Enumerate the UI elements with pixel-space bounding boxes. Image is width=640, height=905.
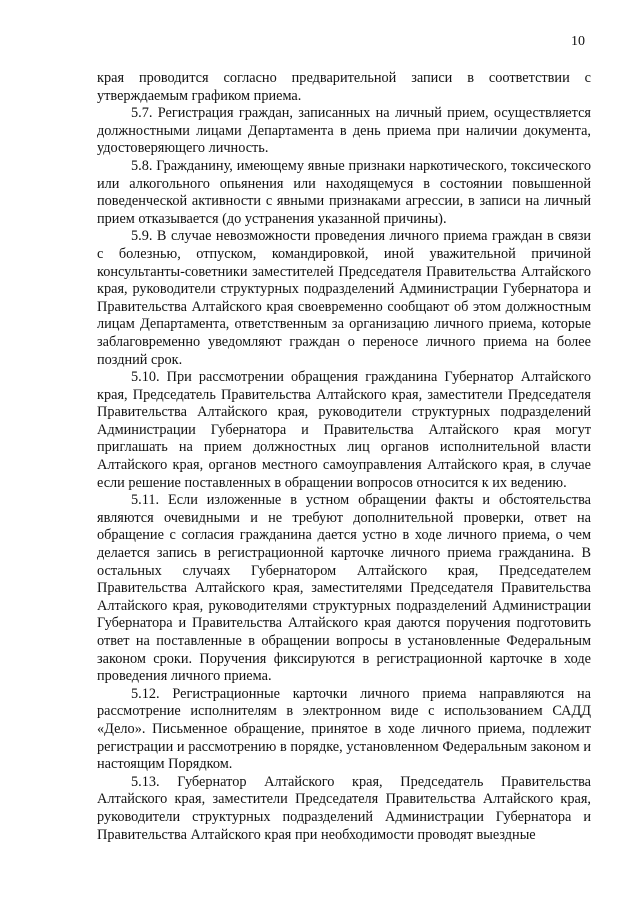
paragraph-5-10: 5.10. При рассмотрении обращения гражданина Губернатор Алтайского края, Председатель Правительства Алтайского края, заместители Председателя Правительства Алтайского края, руководители структурных подразделений Администрации Губернатора и Правительства Алтайского края могут приглашать на прием должностных лиц органов исполнительной власти Алтайского края, органов местного самоуправления Алтайского края, в случае если решение поставленных в обращении вопросов относится к их ведению. — [97, 369, 591, 491]
document-body — [97, 70, 591, 844]
paragraph-5-12: 5.12. Регистрационные карточки личного приема направляются на рассмотрение исполнителям в электронном виде с использованием САДД «Дело». Письменное обращение, принятое в ходе личного приема, подлежит регистрации и рассмотрению в порядке, установленном Федеральным законом и настоящим Порядком. — [97, 685, 591, 773]
paragraph-5-7: 5.7. Регистрация граждан, записанных на личный прием, осуществляется должностными лицами Департамента в день приема при наличии документа, удостоверяющего личность. — [97, 105, 591, 157]
paragraph-5-13: 5.13. Губернатор Алтайского края, Председатель Правительства Алтайского края, заместители Председателя Правительства Алтайского края, руководители структурных подразделений Администрации Губернатора и Правительства Алтайского края при необходимости проводят выездные — [97, 773, 591, 843]
paragraph-continuation: края проводится согласно предварительной записи в соответствии с утверждаемым графиком приема. — [97, 70, 591, 104]
page-number: 10 — [571, 34, 585, 49]
paragraph-5-9: 5.9. В случае невозможности проведения личного приема граждан в связи с болезнью, отпуском, командировкой, иной уважительной причиной консультанты-советники заместителей Председателя Правительства Алтайского края, руководители структурных подразделений Администрации Губернатора и Правительства Алтайского края своевременно сообщают об этом должностным лицам Департамента, ответственным за организацию личного приема, которые заблаговременно уведомляют граждан о переносе личного приема на более поздний срок. — [97, 228, 591, 368]
paragraph-5-8: 5.8. Гражданину, имеющему явные признаки наркотического, токсического или алкогольного опьянения или находящемуся в состоянии повышенной поведенческой активности с явными признаками агрессии, в записи на личный прием отказывается (до устранения указанной причины). — [97, 157, 591, 227]
paragraph-5-11: 5.11. Если изложенные в устном обращении факты и обстоятельства являются очевидными и не требуют дополнительной проверки, ответ на обращение с согласия гражданина дается устно в ходе личного приема, о чем делается запись в регистрационной карточке личного приема гражданина. В остальных случаях Губернатором Алтайского края, Председателем Правительства Алтайского края, заместителями Председателя Правительства Алтайского края, руководителями структурных подразделений Администрации Губернатора и Правительства Алтайского края даются поручения подготовить ответ на поставленные в обращении вопросы в установленные Федеральным законом сроки. Поручения фиксируются в регистрационной карточке в ходе проведения личного приема. — [97, 492, 591, 685]
